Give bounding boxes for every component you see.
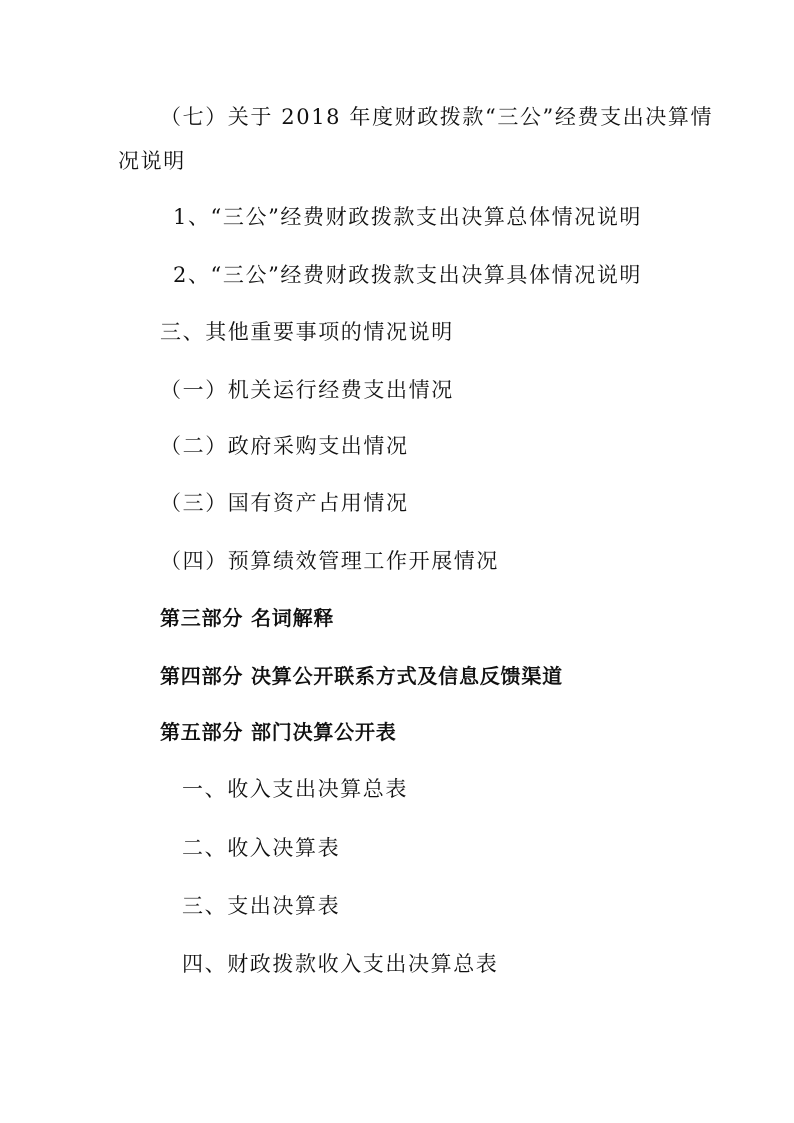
- part-4-heading: 第四部分 决算公开联系方式及信息反馈渠道: [160, 664, 563, 688]
- toc-item-4: （四）预算绩效管理工作开展情况: [160, 549, 499, 573]
- table-1-title: 一、收入支出决算总表: [182, 777, 408, 801]
- table-2-title: 二、收入决算表: [182, 836, 341, 860]
- toc-item-2: （二）政府采购支出情况: [160, 434, 409, 458]
- table-3-title: 三、支出决算表: [182, 894, 341, 918]
- part-3-heading: 第三部分 名词解释: [160, 606, 335, 630]
- toc-section-3: 三、其他重要事项的情况说明: [160, 320, 454, 344]
- part-5-heading: 第五部分 部门决算公开表: [160, 720, 397, 744]
- toc-item-7-line1: （七）关于 2018 年度财政拨款“三公”经费支出决算情: [160, 105, 714, 129]
- toc-item-1: （一）机关运行经费支出情况: [160, 378, 454, 402]
- table-4-title: 四、财政拨款收入支出决算总表: [182, 952, 499, 976]
- toc-subitem-1: 1、“三公”经费财政拨款支出决算总体情况说明: [173, 205, 643, 229]
- toc-subitem-2: 2、“三公”经费财政拨款支出决算具体情况说明: [173, 263, 643, 287]
- toc-item-7-line2: 况说明: [118, 149, 186, 173]
- toc-item-3: （三）国有资产占用情况: [160, 491, 409, 515]
